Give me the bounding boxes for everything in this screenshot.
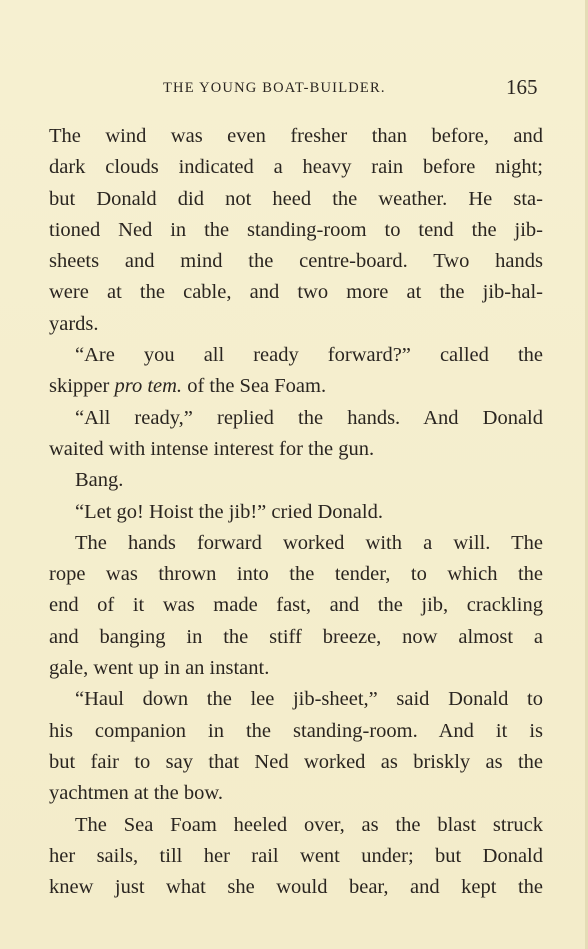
page-number: 165 bbox=[506, 75, 538, 99]
body-text bbox=[49, 121, 543, 903]
text-line: yards. bbox=[49, 312, 99, 335]
text-line: his companion in the standing-room. And it is bbox=[49, 719, 543, 742]
text-fragment: skipper bbox=[49, 375, 110, 398]
text-line: Bang. bbox=[75, 469, 124, 492]
text-line: dark clouds indicated a heavy rain before night; bbox=[49, 156, 543, 179]
italic-phrase: pro tem. bbox=[114, 375, 183, 398]
text-line: end of it was made fast, and the jib, crackling bbox=[49, 594, 543, 617]
running-head: THE YOUNG BOAT-BUILDER. bbox=[163, 80, 386, 96]
text-line: waited with intense interest for the gun. bbox=[49, 437, 375, 460]
text-line: “Are you all ready forward?” called the bbox=[75, 344, 543, 367]
text-line: her sails, till her rail went under; but Donald bbox=[49, 844, 543, 867]
text-line: and banging in the stiff breeze, now almost a bbox=[49, 625, 543, 648]
text-line bbox=[49, 371, 543, 402]
text-line: but fair to say that Ned worked as briskly as the bbox=[49, 750, 543, 773]
text-fragment: of the Sea Foam. bbox=[187, 375, 327, 398]
text-line: but Donald did not heed the weather. He sta- bbox=[49, 187, 543, 210]
text-line: were at the cable, and two more at the jib-hal- bbox=[49, 281, 543, 304]
text-line: rope was thrown into the tender, to which the bbox=[49, 563, 543, 586]
page-header bbox=[0, 74, 588, 104]
text-line: The hands forward worked with a will. The bbox=[75, 531, 543, 554]
text-line: tioned Ned in the standing-room to tend the jib- bbox=[49, 218, 543, 241]
text-line: “Let go! Hoist the jib!” cried Donald. bbox=[75, 500, 383, 523]
text-line: gale, went up in an instant. bbox=[49, 657, 270, 680]
text-line: The Sea Foam heeled over, as the blast struck bbox=[75, 813, 543, 836]
text-line: “Haul down the lee jib-sheet,” said Donald to bbox=[75, 688, 543, 711]
text-line: yachtmen at the bow. bbox=[49, 782, 223, 805]
text-line: The wind was even fresher than before, and bbox=[49, 125, 543, 147]
text-line: sheets and mind the centre-board. Two hands bbox=[49, 250, 543, 273]
text-line: knew just what she would bear, and kept the bbox=[49, 876, 543, 899]
text-line: “All ready,” replied the hands. And Donald bbox=[75, 406, 543, 429]
